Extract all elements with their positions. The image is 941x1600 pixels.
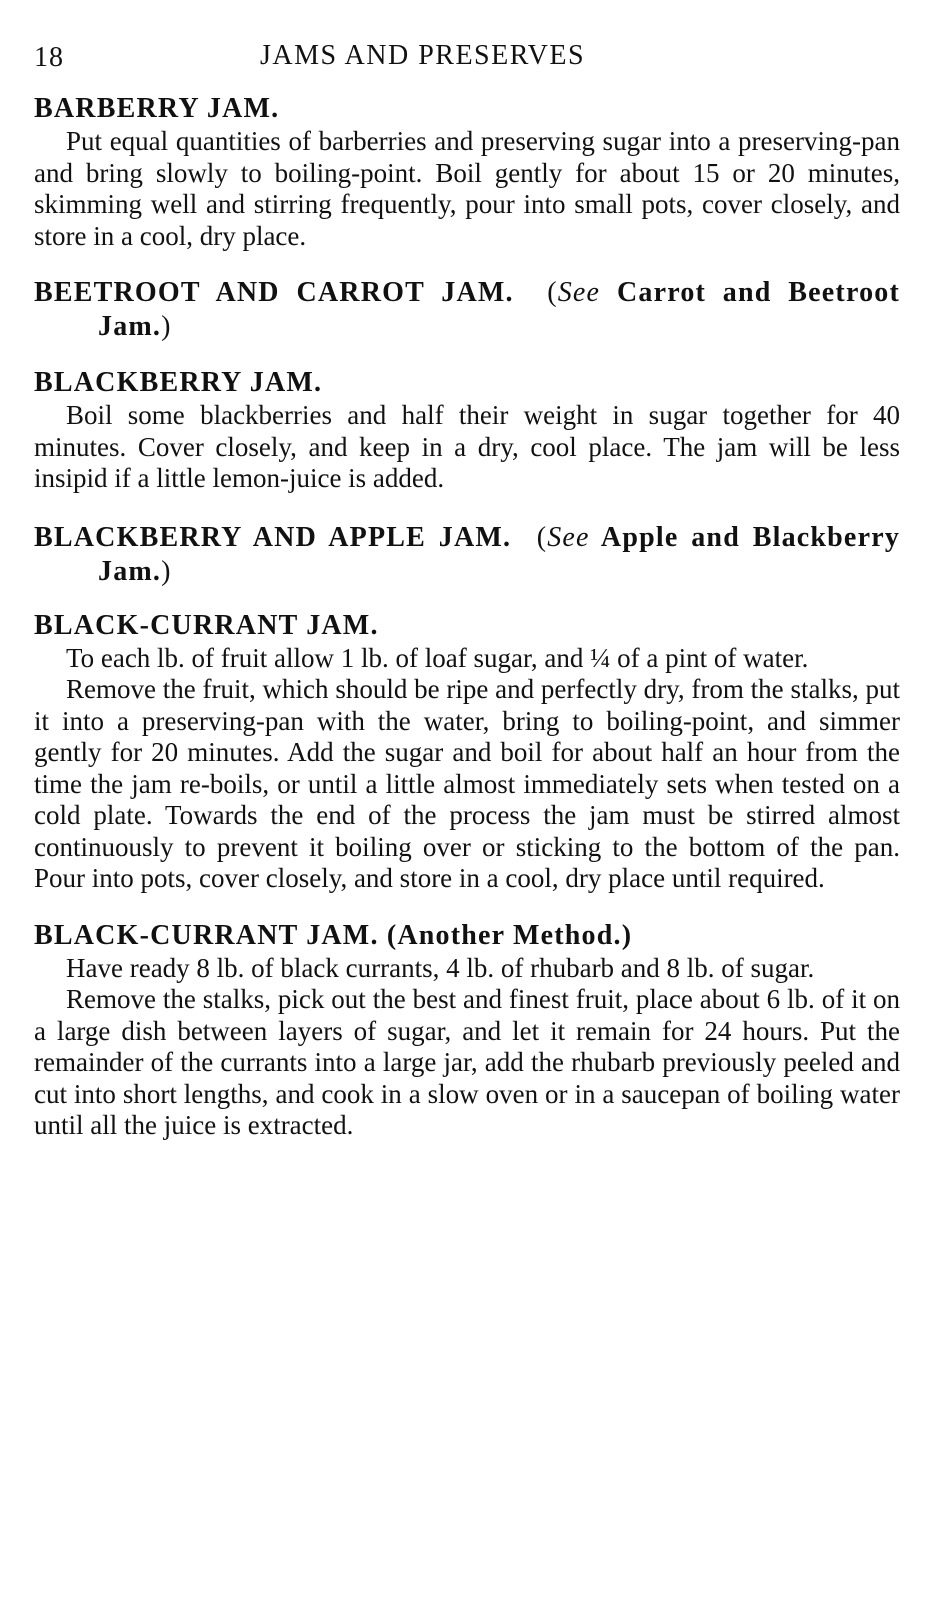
see-word: See [557,277,601,308]
cross-reference: Carrot and Beetroot Jam. [98,277,900,342]
book-page [34,40,900,1142]
entry-paragraph: Put equal quantities of barberries and preserving sugar into a preserving-pan and bring slowly to boiling-point. Boil gently for about 15 or 20 minutes, skimming well and stirring frequently, pour into small pots, cover closely, and store in a cool, dry place. [34,126,900,251]
entry-heading-with-reference [34,276,900,344]
entry-paragraph: Boil some blackberries and half their weight in sugar together for 40 minutes. Cover closely, and keep in a dry, cool place. The jam will be less insipid if a little lemon-juice is added. [34,400,900,493]
see-close-paren: ) [161,311,172,342]
cross-reference: Apple and Blackberry Jam. [98,521,901,587]
entry-heading: BEETROOT AND CARROT JAM. [34,277,514,308]
running-title: JAMS AND PRESERVES [260,40,586,71]
entry-beetroot-carrot-jam [34,276,900,344]
entry-heading: BLACK-CURRANT JAM. (Another Method.) [34,919,633,951]
entry-paragraph: To each lb. of fruit allow 1 lb. of loaf sugar, and ¼ of a pint of water. [66,642,809,673]
entry-blackberry-jam [34,366,900,495]
entry-black-currant-jam-another-method [34,919,900,1142]
entry-heading: BARBERRY JAM. [34,93,280,124]
entry-heading-with-reference [34,521,900,589]
entry-black-currant-jam [34,609,900,895]
entry-blackberry-apple-jam [34,521,900,589]
page-number: 18 [34,42,64,73]
see-word: See [547,521,590,553]
entry-heading: BLACKBERRY AND APPLE JAM. [34,521,512,553]
entry-paragraph: Remove the stalks, pick out the best and finest fruit, place about 6 lb. of it on a large dish between layers of sugar, and let it remain for 24 hours. Put the remainder of the currants into a large jar, add the rhubarb previously peeled and cut into short lengths, and cook in a slow oven or in a saucepan of boiling water until all the juice is extracted. [34,984,900,1140]
running-header [34,40,900,84]
entry-paragraph: Have ready 8 lb. of black currants, 4 lb. of rhubarb and 8 lb. of sugar. [66,952,815,983]
entry-barberry-jam [34,92,900,252]
see-open-paren: ( [547,277,558,308]
see-close-paren: ) [161,555,172,587]
entry-paragraph: Remove the fruit, which should be ripe and perfectly dry, from the stalks, put it into a preserving-pan with the water, bring to boiling-point, and simmer gently for 20 minutes. Add the sugar and boil for about half an hour from the time the jam re-boils, or until a little almost immediately sets when tested on a cold plate. Towards the end of the process the jam must be stirred almost continuously to prevent it boiling over or sticking to the bottom of the pan. Pour into pots, cover closely, and store in a cool, dry place until required. [34,674,900,893]
see-open-paren: ( [536,521,548,553]
entry-heading: BLACK-CURRANT JAM. [34,609,379,641]
entry-heading: BLACKBERRY JAM. [34,367,323,398]
